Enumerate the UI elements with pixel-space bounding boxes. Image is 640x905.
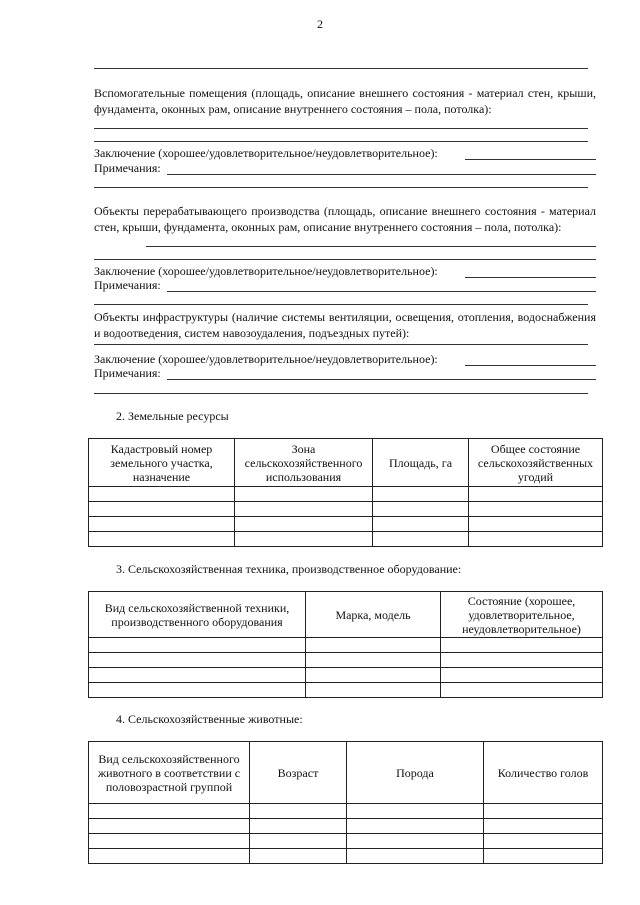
animals-col-breed: Порода	[347, 742, 484, 804]
aux-blank-line-2[interactable]	[94, 141, 588, 142]
table-cell[interactable]	[250, 834, 347, 849]
table-cell[interactable]	[89, 653, 306, 668]
page-number: 2	[317, 17, 323, 31]
table-cell[interactable]	[235, 532, 373, 547]
table-cell[interactable]	[89, 683, 306, 698]
table-cell[interactable]	[89, 638, 306, 653]
table-cell[interactable]	[250, 804, 347, 819]
infrastructure-notes-label: Примечания:	[94, 366, 161, 380]
table-cell[interactable]	[484, 834, 603, 849]
machinery-table	[88, 591, 603, 698]
table-cell[interactable]	[306, 653, 441, 668]
table-cell[interactable]	[306, 668, 441, 683]
aux-conclusion-field[interactable]	[465, 159, 596, 160]
table-cell[interactable]	[89, 668, 306, 683]
table-row	[89, 834, 603, 849]
table-cell[interactable]	[89, 532, 235, 547]
machinery-col-type: Вид сельскохозяйственной техники, производственного оборудования	[89, 592, 306, 638]
machinery-col-condition: Состояние (хорошее, удовлетворительное, неудовлетворительное)	[441, 592, 603, 638]
table-cell[interactable]	[469, 532, 603, 547]
animals-col-count: Количество голов	[484, 742, 603, 804]
table-cell[interactable]	[89, 834, 250, 849]
table-row	[89, 517, 603, 532]
processing-field-1[interactable]	[146, 246, 596, 247]
infrastructure-line-1[interactable]	[94, 344, 588, 345]
land-col-zone: Зона сельскохозяйственного использования	[235, 439, 373, 487]
table-cell[interactable]	[347, 804, 484, 819]
table-cell[interactable]	[373, 487, 469, 502]
land-heading: 2. Земельные ресурсы	[116, 409, 229, 423]
table-cell[interactable]	[347, 834, 484, 849]
table-cell[interactable]	[441, 638, 603, 653]
infrastructure-conclusion-field[interactable]	[465, 365, 596, 366]
table-cell[interactable]	[89, 487, 235, 502]
table-cell[interactable]	[484, 849, 603, 864]
table-cell[interactable]	[89, 819, 250, 834]
aux-premises-label: Вспомогательные помещения (площадь, описание внешнего состояния - материал стен, крыши, фундамента, оконных рам, описание внутреннего состояния – пола, потолка):	[94, 86, 596, 116]
infrastructure-label: Объекты инфраструктуры (наличие системы вентиляции, освещения, отопления, водоснабжения и водоотведения, систем навозоудаления, подъездных путей):	[94, 310, 596, 340]
table-row	[89, 532, 603, 547]
table-cell[interactable]	[306, 638, 441, 653]
aux-notes-field[interactable]	[167, 174, 596, 175]
processing-line-2[interactable]	[94, 259, 596, 260]
table-cell[interactable]	[373, 532, 469, 547]
top-blank-line[interactable]	[94, 68, 588, 69]
animals-heading: 4. Сельскохозяйственные животные:	[116, 712, 303, 726]
table-row	[89, 683, 603, 698]
table-row	[89, 487, 603, 502]
processing-label: Объекты перерабатывающего производства (площадь, описание внешнего состояния - материал стен, крыши, фундамента, оконных рам, описание внутреннего состояния – пола, потолка):	[94, 204, 596, 234]
table-cell[interactable]	[469, 487, 603, 502]
table-cell[interactable]	[441, 653, 603, 668]
table-cell[interactable]	[306, 683, 441, 698]
table-row	[89, 653, 603, 668]
land-table	[88, 438, 603, 547]
processing-notes-label: Примечания:	[94, 278, 161, 292]
table-cell[interactable]	[250, 849, 347, 864]
table-cell[interactable]	[484, 819, 603, 834]
table-cell[interactable]	[235, 517, 373, 532]
processing-notes-field[interactable]	[167, 291, 596, 292]
table-cell[interactable]	[235, 487, 373, 502]
land-col-area: Площадь, га	[373, 439, 469, 487]
table-row	[89, 819, 603, 834]
machinery-heading: 3. Сельскохозяйственная техника, производственное оборудование:	[116, 562, 462, 576]
table-cell[interactable]	[89, 502, 235, 517]
table-cell[interactable]	[469, 517, 603, 532]
animals-table	[88, 741, 603, 864]
infrastructure-notes-field[interactable]	[167, 379, 596, 380]
table-cell[interactable]	[469, 502, 603, 517]
infrastructure-notes-line-2[interactable]	[94, 393, 588, 394]
table-row	[89, 668, 603, 683]
table-cell[interactable]	[89, 849, 250, 864]
table-cell[interactable]	[484, 804, 603, 819]
aux-notes-line-2[interactable]	[94, 187, 588, 188]
table-row	[89, 638, 603, 653]
table-cell[interactable]	[373, 517, 469, 532]
aux-notes-label: Примечания:	[94, 161, 161, 175]
aux-blank-line-1[interactable]	[94, 128, 588, 129]
table-cell[interactable]	[89, 517, 235, 532]
table-row	[89, 804, 603, 819]
animals-col-type: Вид сельскохозяйственного животного в соответствии с половозрастной группой	[89, 742, 250, 804]
aux-conclusion-label: Заключение (хорошее/удовлетворительное/неудовлетворительное):	[94, 146, 438, 160]
animals-col-age: Возраст	[250, 742, 347, 804]
table-cell[interactable]	[441, 683, 603, 698]
land-col-cadastral: Кадастровый номер земельного участка, назначение	[89, 439, 235, 487]
land-col-condition: Общее состояние сельскохозяйственных угодий	[469, 439, 603, 487]
table-cell[interactable]	[89, 804, 250, 819]
processing-conclusion-label: Заключение (хорошее/удовлетворительное/неудовлетворительное):	[94, 264, 438, 278]
table-row	[89, 502, 603, 517]
table-cell[interactable]	[441, 668, 603, 683]
table-row	[89, 849, 603, 864]
table-cell[interactable]	[235, 502, 373, 517]
table-cell[interactable]	[347, 849, 484, 864]
table-cell[interactable]	[373, 502, 469, 517]
machinery-col-model: Марка, модель	[306, 592, 441, 638]
table-cell[interactable]	[250, 819, 347, 834]
table-cell[interactable]	[347, 819, 484, 834]
processing-conclusion-field[interactable]	[465, 277, 596, 278]
infrastructure-conclusion-label: Заключение (хорошее/удовлетворительное/неудовлетворительное):	[94, 352, 438, 366]
processing-notes-line-2[interactable]	[94, 304, 588, 305]
